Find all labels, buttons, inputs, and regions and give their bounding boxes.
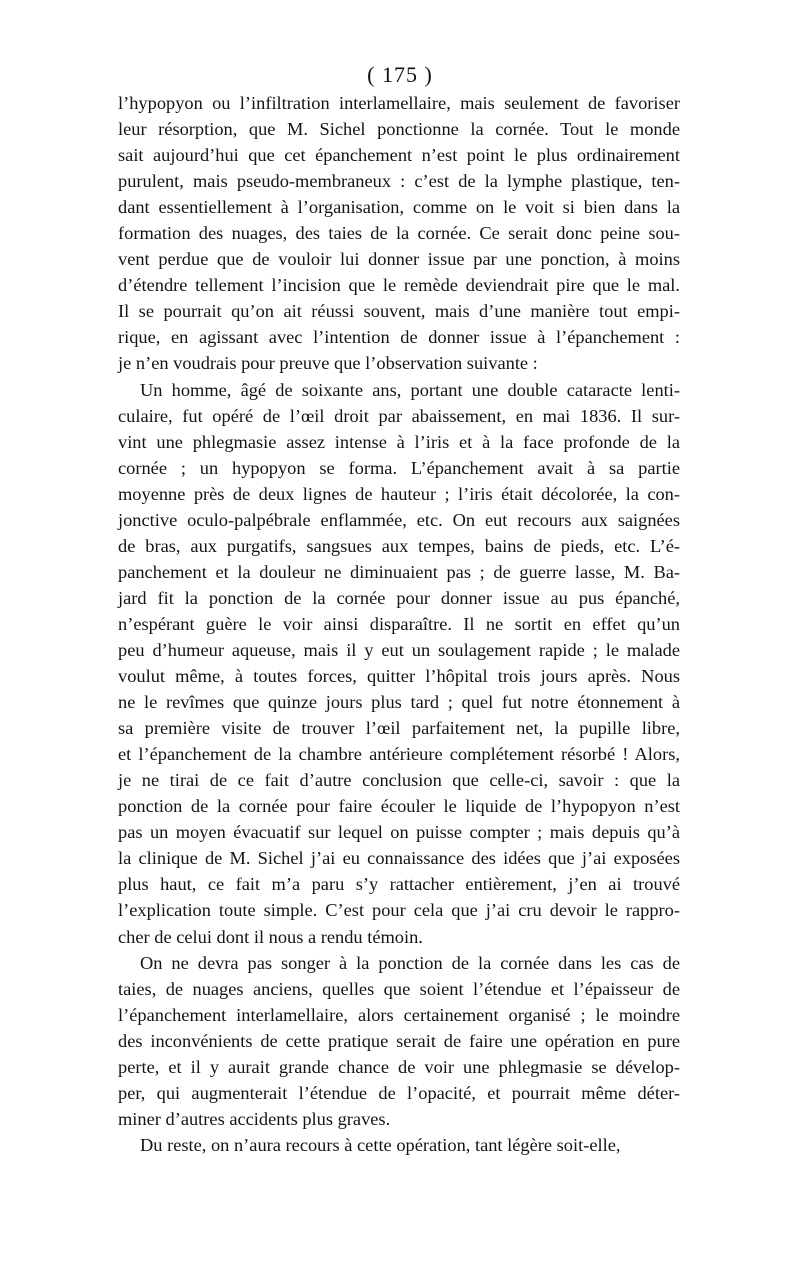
paragraph xyxy=(118,950,680,1132)
text-line: Du reste, on n’aura recours à cette opération, tant légère soit-elle, xyxy=(140,1134,621,1155)
text-line: purulent, mais pseudo-membraneux : c’est de la lymphe plastique, ten- xyxy=(118,171,680,192)
text-line: miner d’autres accidents plus graves. xyxy=(118,1108,391,1129)
text-line: sa première visite de trouver l’œil parfaitement net, la pupille libre, xyxy=(118,718,680,739)
text-line: per, qui augmenterait l’étendue de l’opacité, et pourrait même déter- xyxy=(118,1082,680,1103)
text-line: pas un moyen évacuatif sur lequel on puisse compter ; mais depuis qu’à xyxy=(118,822,680,843)
text-line: n’espérant guère le voir ainsi disparaître. Il ne sortit en effet qu’un xyxy=(118,613,680,634)
text-line: sait aujourd’hui que cet épanchement n’est point le plus ordinairement xyxy=(118,145,680,166)
text-line: l’hypopyon ou l’infiltration interlamellaire, mais seulement de favoriser xyxy=(118,93,680,113)
text-line: rique, en agissant avec l’intention de donner issue à l’épanchement : xyxy=(118,327,680,348)
text-line: Un homme, âgé de soixante ans, portant une double cataracte lenti- xyxy=(140,379,680,400)
text-line: panchement et la douleur ne diminuaient pas ; de guerre lasse, M. Ba- xyxy=(118,561,680,582)
text-line: je ne tirai de ce fait d’autre conclusion que celle-ci, savoir : que la xyxy=(118,770,680,791)
text-line: des inconvénients de cette pratique serait de faire une opération en pure xyxy=(118,1030,680,1051)
text-line: ne le revîmes que quinze jours plus tard ; quel fut notre étonnement à xyxy=(118,692,680,713)
text-line: moyenne près de deux lignes de hauteur ; l’iris était décolorée, la con- xyxy=(118,483,680,504)
text-line: d’étendre tellement l’incision que le remède deviendrait pire que le mal. xyxy=(118,275,680,296)
text-line: leur résorption, que M. Sichel ponctionne la cornée. Tout le monde xyxy=(118,119,680,140)
paragraph xyxy=(118,90,680,377)
paragraph xyxy=(118,377,680,950)
text-line: l’épanchement interlamellaire, alors certainement organisé ; le moindre xyxy=(118,1004,680,1025)
text-line: jonctive oculo-palpébrale enflammée, etc. On eut recours aux saignées xyxy=(118,509,680,530)
text-line: formation des nuages, des taies de la cornée. Ce serait donc peine sou- xyxy=(118,223,680,244)
text-line: cornée ; un hypopyon se forma. L’épanchement avait à sa partie xyxy=(118,457,680,478)
text-line: jard fit la ponction de la cornée pour donner issue au pus épanché, xyxy=(118,587,680,608)
text-line: Il se pourrait qu’on ait réussi souvent, mais d’une manière tout empi- xyxy=(118,301,680,322)
text-line: plus haut, ce fait m’a paru s’y rattacher entièrement, j’en ai trouvé xyxy=(118,874,680,895)
text-line: voulut même, à toutes forces, quitter l’hôpital trois jours après. Nous xyxy=(118,666,680,687)
text-line: de bras, aux purgatifs, sangsues aux tempes, bains de pieds, etc. L’é- xyxy=(118,535,680,556)
text-line: taies, de nuages anciens, quelles que soient l’étendue et l’épaisseur de xyxy=(118,978,680,999)
text-line: culaire, fut opéré de l’œil droit par abaissement, en mai 1836. Il sur- xyxy=(118,405,680,426)
text-line: peu d’humeur aqueuse, mais il y eut un soulagement rapide ; le malade xyxy=(118,639,680,660)
text-line: vint une phlegmasie assez intense à l’iris et à la face profonde de la xyxy=(118,431,680,452)
text-line: perte, et il y aurait grande chance de voir une phlegmasie se dévelop- xyxy=(118,1056,680,1077)
paragraph xyxy=(118,1132,680,1158)
text-line: ponction de la cornée pour faire écouler le liquide de l’hypopyon n’est xyxy=(118,796,680,817)
text-line: cher de celui dont il nous a rendu témoin. xyxy=(118,926,423,947)
text-line: je n’en voudrais pour preuve que l’observation suivante : xyxy=(118,353,538,374)
text-line: et l’épanchement de la chambre antérieure complétement résorbé ! Alors, xyxy=(118,744,680,765)
text-line: l’explication toute simple. C’est pour cela que j’ai cru devoir le rappro- xyxy=(118,900,680,921)
text-line: On ne devra pas songer à la ponction de la cornée dans les cas de xyxy=(140,952,680,973)
text-line: vent perdue que de vouloir lui donner issue par une ponction, à moins xyxy=(118,249,680,270)
page-number: ( 175 ) xyxy=(367,62,433,87)
text-line: dant essentiellement à l’organisation, comme on le voit si bien dans la xyxy=(118,197,680,218)
body-text xyxy=(118,90,680,1158)
text-line: la clinique de M. Sichel j’ai eu connaissance des idées que j’ai exposées xyxy=(118,848,680,869)
